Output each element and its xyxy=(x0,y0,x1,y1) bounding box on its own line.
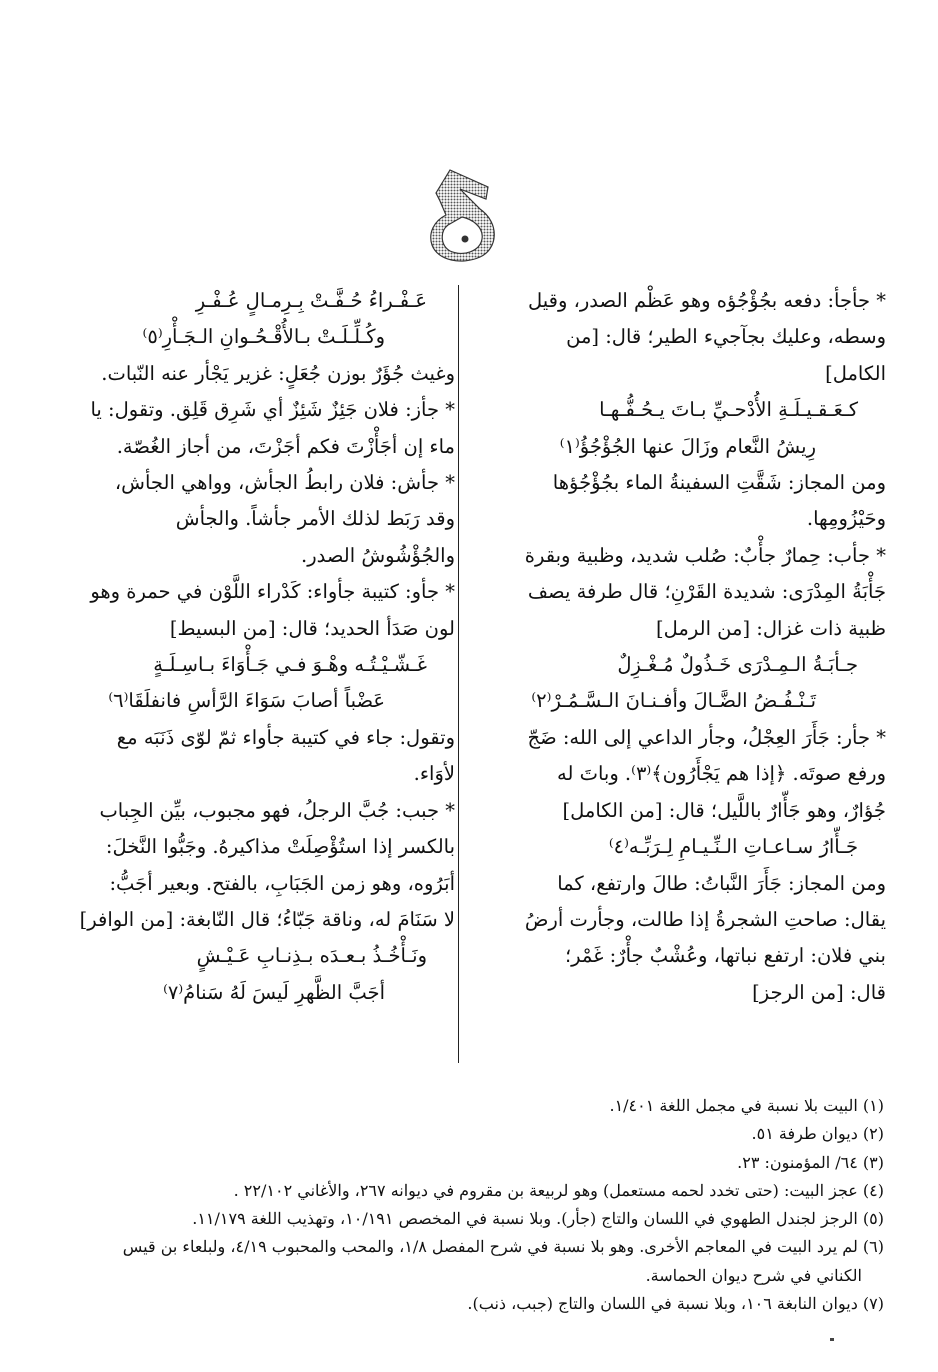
entry-line: * جبب: جُبَّ الرجلُ، فهو مجبوب، بيِّن الجِباب xyxy=(99,798,455,822)
verse-line: تَـنْـفُـضُ الضَّـالَ وأفـنـانَ الـسَّـمُـرْ⁽٢⁾ xyxy=(531,689,816,713)
entry-line: وتقول: جاء في كتيبة جأواء ثمّ لوّى ذَنَبَه مع xyxy=(116,725,455,749)
verse-line: أجَبَّ الظَّهرِ لَيسَ لَهُ سَنامُ⁽٧⁾ xyxy=(163,980,385,1004)
page-mark xyxy=(830,1338,834,1341)
entry-line: لا سَنَامَ له، وناقة جَبّاءُ؛ قال النّابغة: [من الوافر] xyxy=(79,907,455,931)
entry-line: ماء إن أجَأْزْتَ فكم أجَزْتَ، من أجاز الغُصّة. xyxy=(116,434,455,458)
column-divider xyxy=(458,285,459,1063)
entry-line: يقال: صاحتِ الشجرةُ إذا طالت، وجأرت أرضُ xyxy=(524,907,886,931)
entry-line: لأوَاء. xyxy=(413,762,455,786)
verse-line: ونَـأْخُـذُ بـعـدَه بـذِنـابِ عَـيْـشٍ xyxy=(196,944,427,968)
left-column xyxy=(57,283,455,1011)
footnote: (٦) لم يرد البيت في المعاجم الأخرى. وهو بلا نسبة في شرح المفصل ١/٨، والمحب والمحبوب ٤/١٩، ولبلعاء بن قيس xyxy=(122,1237,884,1257)
verse-line: غَـشّـيْـتُـه وهْـوَ فـي جَـأْوَاءَ بـاسِـلَـةٍ xyxy=(153,653,427,677)
entry-line: * جأش: فلان رابطُ الجأش، وواهي الجأش، xyxy=(114,471,455,495)
entry-line: وحَيْزُومِها. xyxy=(806,507,886,531)
entry-line: بني فلان: ارتفع نباتها، وعُشْبٌ جأْرٌ: غَمْر؛ xyxy=(564,944,886,968)
entry-line: بالكسر إذا استُؤْصِلَتْ مذاكيرهُ. وجَبُّوا النَّخلَ: xyxy=(105,835,455,859)
footnote: (٢) ديوان طرفة ٥١. xyxy=(751,1124,884,1144)
entry-line: ورفع صوتَه. ﴿إذا هم يَجْأَرُون﴾⁽٣⁾. وباتَ له xyxy=(557,762,886,786)
entry-line: ومن المجاز: جَأَرَ النَّباتُ: طالَ وارتفع، كما xyxy=(557,871,886,895)
entry-line: * جأو: كتيبة جأواء: كَدْراء اللَّوْن في حمرة وهو xyxy=(90,580,455,604)
footnote: (٧) ديوان النابغة ١٠٦، وبلا نسبة في اللسان والتاج (جبب، ذنب). xyxy=(467,1294,884,1314)
entry-line: * جأب: حِمارٌ جأْبٌ: صُلب شديد، وظبية وبقرة xyxy=(524,543,886,567)
entry-line: ظبية ذات غزال: [من الرمل] xyxy=(656,616,886,640)
verse-line: وكُـلِّـلَـتْ بـالأُقْـحُـوانِ الـجَـأْرِ⁽٥⁾ xyxy=(142,325,385,349)
verse-line: عَضْباً أصابَ سَوَاءَ الرَّأسِ فانفلَقَا⁽٦⁾ xyxy=(108,689,385,713)
entry-line: * جأجأ: دفعه بجُؤْجُؤه وهو عَظْم الصدر، وقيل xyxy=(528,289,886,312)
entry-line: والجُؤْشُوشُ الصدر. xyxy=(301,543,455,567)
footnote-continuation: الكناني في شرح ديوان الحماسة. xyxy=(645,1265,862,1285)
right-column xyxy=(466,283,886,1011)
entry-line: لون صَدَأ الحديد؛ قال: [من البسيط] xyxy=(169,616,455,640)
entry-line: جَأْبَةُ المِدْرَى: شديدة القَرْنِ؛ قال طرفة يصف xyxy=(527,580,886,604)
section-letter-jim-ornament xyxy=(420,165,510,270)
verse-line: جـأبَـةُ الـمِـدْرَى خَـذُولٌ مُـغْـزِلٌ xyxy=(617,653,858,677)
footnotes xyxy=(122,1092,884,1318)
footnote: (٤) عجز البيت: (حتى تخدد لحمه مستعمل) وهو لربيعة بن مقروم في ديوانه ٢٦٧، والأغاني ٢٢/١٠٢ . xyxy=(233,1180,884,1200)
entry-line: الكامل] xyxy=(825,361,886,385)
entry-line: * جأز: فلان جَئِزٌ شَئِزٌ أي شَرِق قَلِق. وتقول: يا xyxy=(90,398,455,422)
verse-line: كـعَـقـيـلَـةِ الأُدْحـيِّ بـاتَ يـحُـفُّـهـا xyxy=(599,398,858,422)
verse-line: عَـفْـراءُ حُـفَّـتْ بِـرِمـالٍ عُـفْـرِ xyxy=(195,289,427,312)
entry-line: أبَرُوه، وهو زمن الجَبَابِ، بالفتح. وبعير أجَبُّ: xyxy=(109,871,455,895)
entry-line: * جأر: جَأَرَ العِجْلُ، وجأر الداعي إلى الله: ضَجّ xyxy=(527,725,886,749)
entry-line: وسطه، وعليك بجآجيء الطير؛ قال: [من xyxy=(566,325,886,349)
verse-line: رِيشُ النَّعام وزَالَ عنها الجُؤْجُؤُ⁽١⁾ xyxy=(559,434,816,458)
verse-line: جَـأّارُ سـاعـاتِ الـنِّـيـامِ لِـرَبِّـه⁽٤⁾ xyxy=(608,835,858,859)
footnote: (٥) الرجز لجندل الطهوي في اللسان والتاج (جأر). وبلا نسبة في المخصص ١٠/١٩١، وتهذيب اللغة ١١/١٧٩. xyxy=(192,1209,884,1229)
entry-line: جُؤارٌ، وهو جَأّارٌ باللَّيل؛ قال: [من الكامل] xyxy=(562,798,886,822)
entry-line: ومن المجاز: شَقَّتِ السفينةُ الماء بجُؤْجُؤها xyxy=(552,471,886,495)
entry-line: قال: [من الرجز] xyxy=(752,980,886,1004)
entry-line: وقد رَبَط لذلك الأمر جأشاً. والجأش xyxy=(175,507,455,531)
entry-line: وغيث جُؤَرٌ بوزن جُعَلٍ: غزير يَجْأر عنه النّبات. xyxy=(101,361,455,385)
footnote: (١) البيت بلا نسبة في مجمل اللغة ١/٤٠١. xyxy=(609,1096,884,1115)
footnote: (٣) ٦٤/ المؤمنون: ٢٣. xyxy=(737,1152,884,1172)
